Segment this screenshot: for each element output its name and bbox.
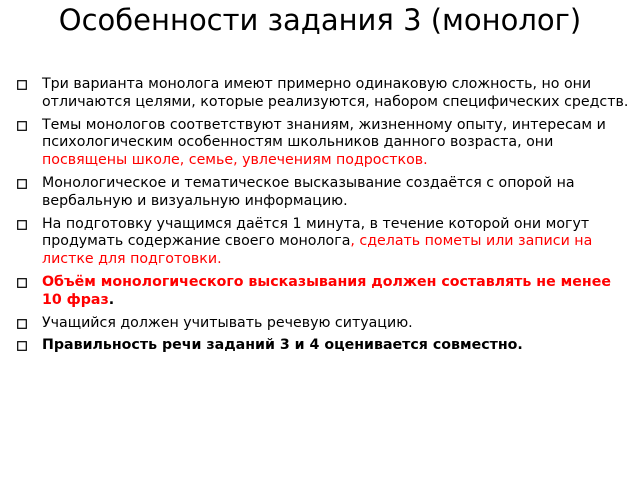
square-bullet-icon (17, 319, 27, 329)
bullet-item-6 (17, 315, 629, 333)
bullet-text: Учащийся должен учитывать речевую ситуацию. (42, 314, 413, 331)
square-bullet-icon (17, 278, 27, 288)
bullet-list (17, 76, 629, 360)
bullet-item-5 (17, 274, 629, 310)
square-bullet-icon (17, 80, 27, 90)
slide-title: Особенности задания 3 (монолог) (58, 3, 582, 37)
bullet-text-highlight: посвящены школе, семье, увлечениям подростков. (42, 152, 428, 169)
bullet-item-4 (17, 216, 629, 269)
bullet-text: Монологическое и тематическое высказывание создаётся с опорой на вербальную и визуальную информацию. (42, 174, 575, 209)
bullet-item-2 (17, 117, 629, 170)
bullet-item-7 (17, 337, 629, 355)
bullet-text: Три варианта монолога имеют примерно одинаковую сложность, но они отличаются целями, которые реализуются, набором специфических средств. (42, 76, 629, 110)
square-bullet-icon (17, 341, 27, 351)
square-bullet-icon (17, 220, 27, 230)
bullet-text: На подготовку учащимся даётся 1 минута, в течение которой они могут продумать содержание своего монолога (42, 215, 590, 250)
bullet-text-highlight: , сделать пометы или записи на листке для подготовки. (42, 233, 593, 268)
square-bullet-icon (17, 121, 27, 131)
bullet-text: Правильность речи заданий 3 и 4 оценивается совместно. (42, 337, 523, 354)
square-bullet-icon (17, 179, 27, 189)
bullet-text-highlight: Объём монологического высказывания должен составлять не менее 10 фраз (42, 273, 611, 308)
bullet-text: Темы монологов соответствуют знаниям, жизненному опыту, интересам и психологическим особенностям школьников данного возраста, они (42, 116, 606, 151)
bullet-text: . (108, 291, 115, 308)
bullet-item-1 (17, 76, 629, 112)
bullet-item-3 (17, 175, 629, 211)
